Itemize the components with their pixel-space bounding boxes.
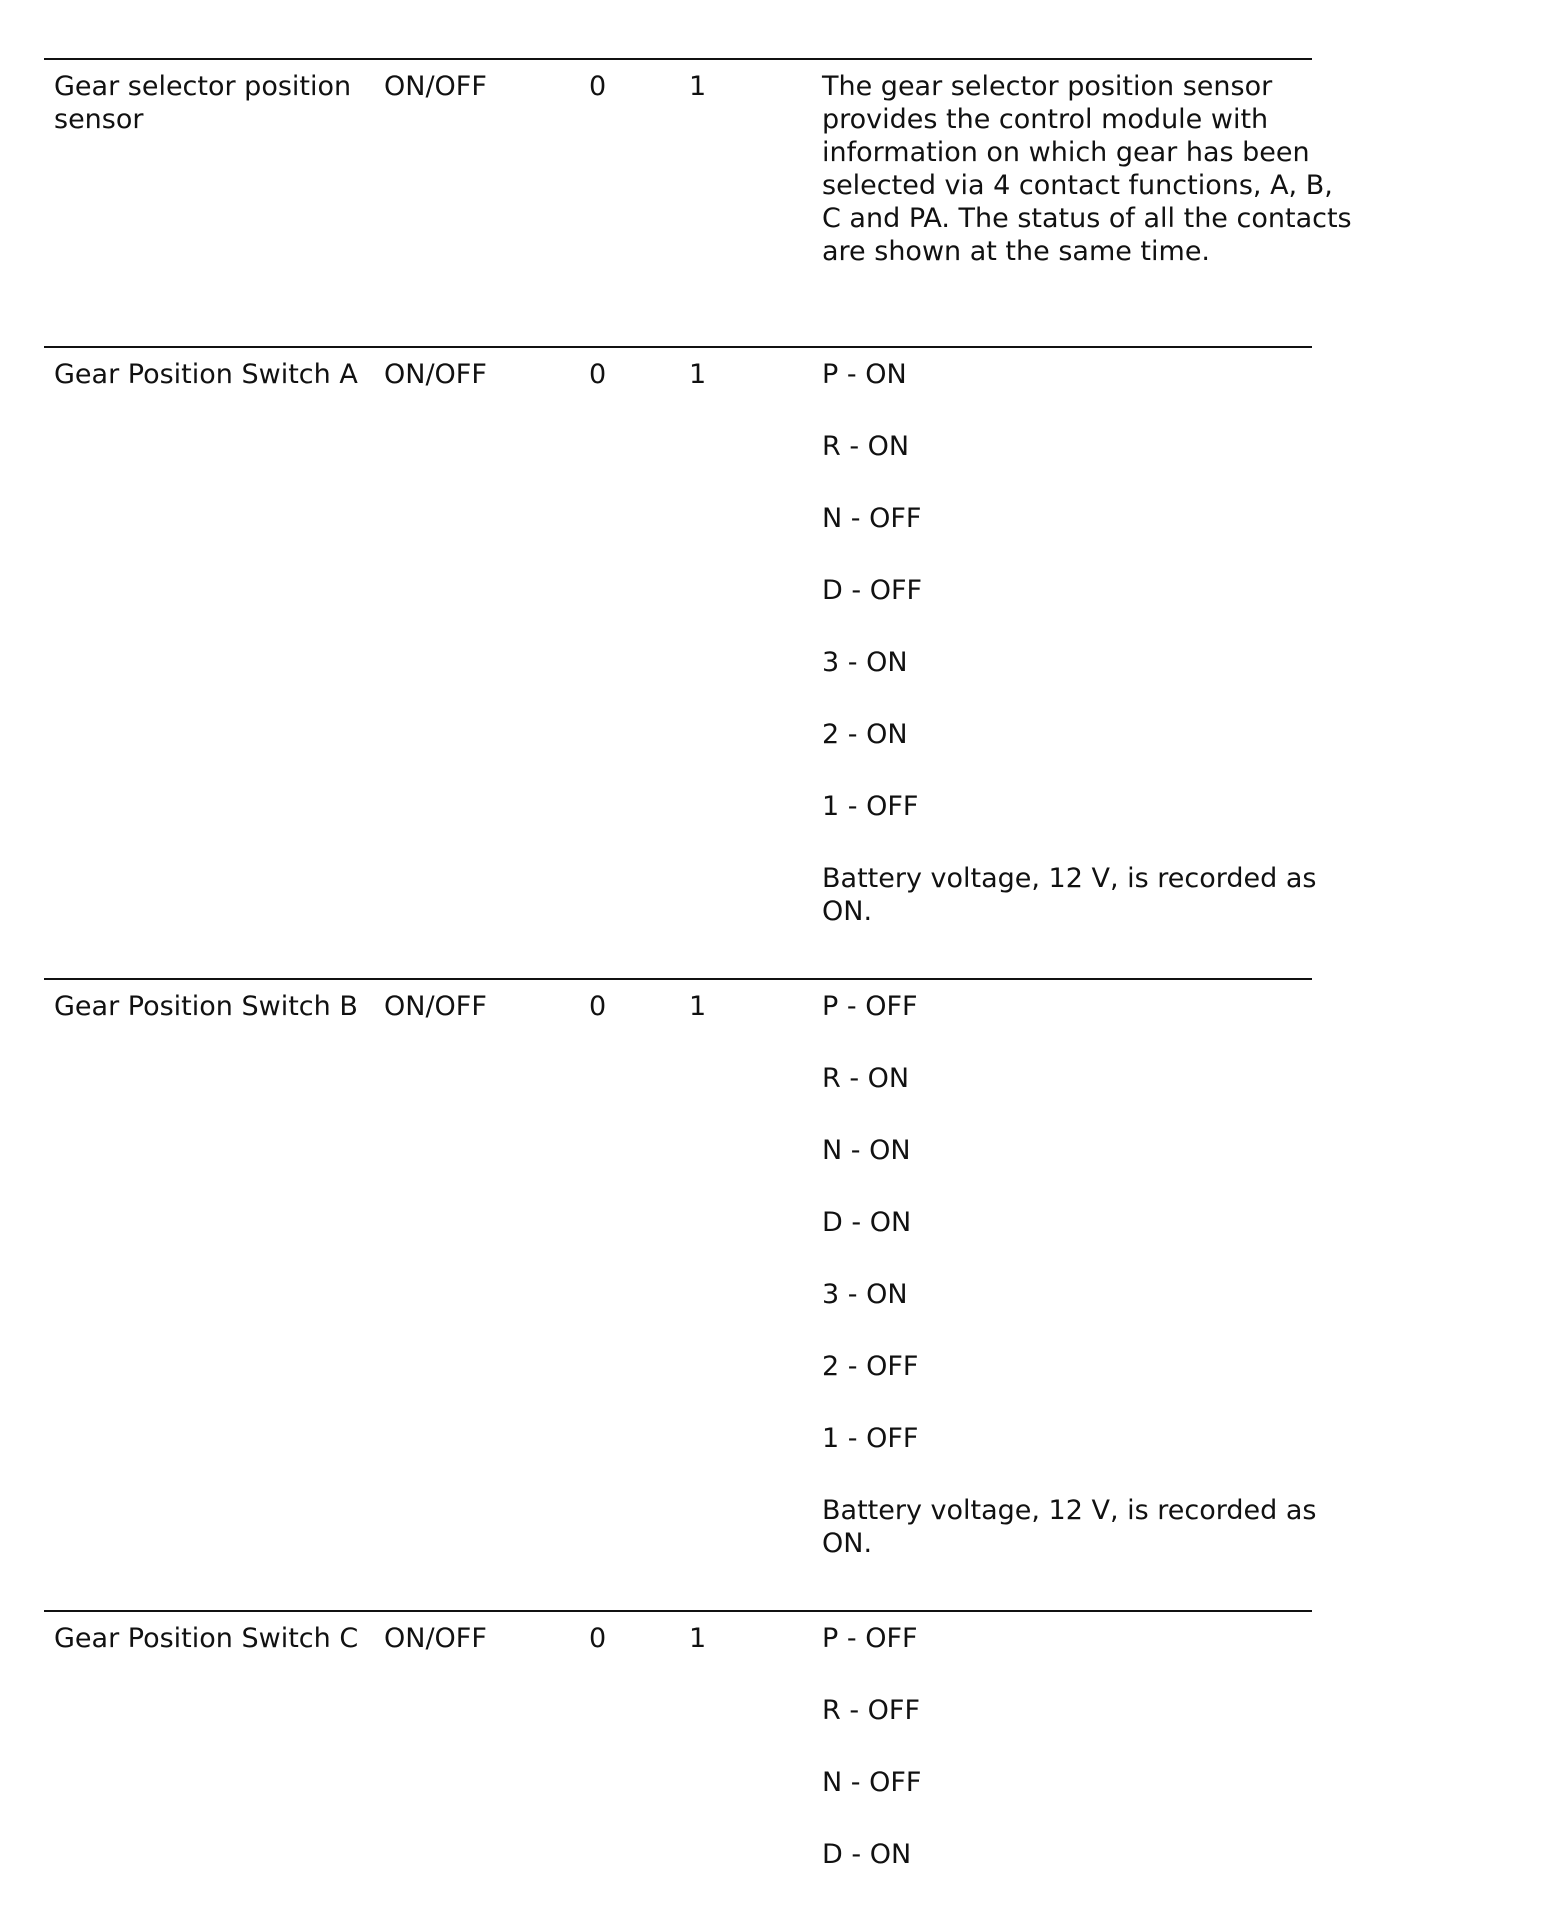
gear-state: N - OFF [822, 1767, 922, 1798]
parameter-description [822, 70, 1352, 268]
table-row [44, 978, 1326, 1610]
gear-state: R - ON [822, 1063, 910, 1094]
parameter-min: 0 [589, 991, 607, 1022]
voltage-note: Battery voltage, 12 V, is recorded as ON. [822, 1495, 1326, 1559]
table-row [44, 1610, 1312, 1910]
gear-state: N - ON [822, 1135, 911, 1166]
gear-state: R - OFF [822, 1695, 920, 1726]
table-row [44, 346, 1326, 978]
parameter-max: 1 [689, 359, 707, 390]
gear-state: P - OFF [822, 991, 918, 1022]
gear-state: 1 - OFF [822, 1423, 919, 1454]
gear-state: 3 - ON [822, 647, 908, 678]
parameter-name: Gear Position Switch A [54, 359, 358, 390]
parameter-description [822, 1622, 1352, 1871]
gear-state: P - OFF [822, 1623, 918, 1654]
parameter-max: 1 [689, 1623, 707, 1654]
gear-state: 2 - OFF [822, 1351, 919, 1382]
gear-state: P - ON [822, 359, 907, 390]
parameter-name: Gear Position Switch B [54, 991, 358, 1022]
parameter-min: 0 [589, 1623, 607, 1654]
parameter-min: 0 [589, 359, 607, 390]
parameter-max: 1 [689, 71, 707, 102]
gear-state: D - OFF [822, 575, 923, 606]
parameter-max: 1 [689, 991, 707, 1022]
voltage-note: Battery voltage, 12 V, is recorded as ON. [822, 863, 1326, 927]
parameter-min: 0 [589, 71, 607, 102]
gear-state: D - ON [822, 1207, 912, 1238]
gear-state: 2 - ON [822, 719, 908, 750]
gear-state: 1 - OFF [822, 791, 919, 822]
parameter-description [822, 990, 1352, 1560]
gear-state: N - OFF [822, 503, 922, 534]
gear-state: 3 - ON [822, 1279, 908, 1310]
parameter-unit: ON/OFF [384, 1623, 487, 1654]
parameter-table [44, 58, 1352, 1910]
gear-state: R - ON [822, 431, 910, 462]
table-row [44, 58, 1352, 346]
description-text: The gear selector position sensor provides the control module with information on which gear has been selected via 4 contact functions, A, B, C and PA. The status of all the contacts are shown at the same time. [822, 71, 1352, 267]
parameter-unit: ON/OFF [384, 359, 487, 390]
gear-state: D - ON [822, 1839, 912, 1870]
parameter-name: Gear selector position sensor [54, 71, 352, 135]
parameter-description [822, 358, 1352, 928]
parameter-unit: ON/OFF [384, 71, 487, 102]
parameter-name: Gear Position Switch C [54, 1623, 359, 1654]
parameter-unit: ON/OFF [384, 991, 487, 1022]
